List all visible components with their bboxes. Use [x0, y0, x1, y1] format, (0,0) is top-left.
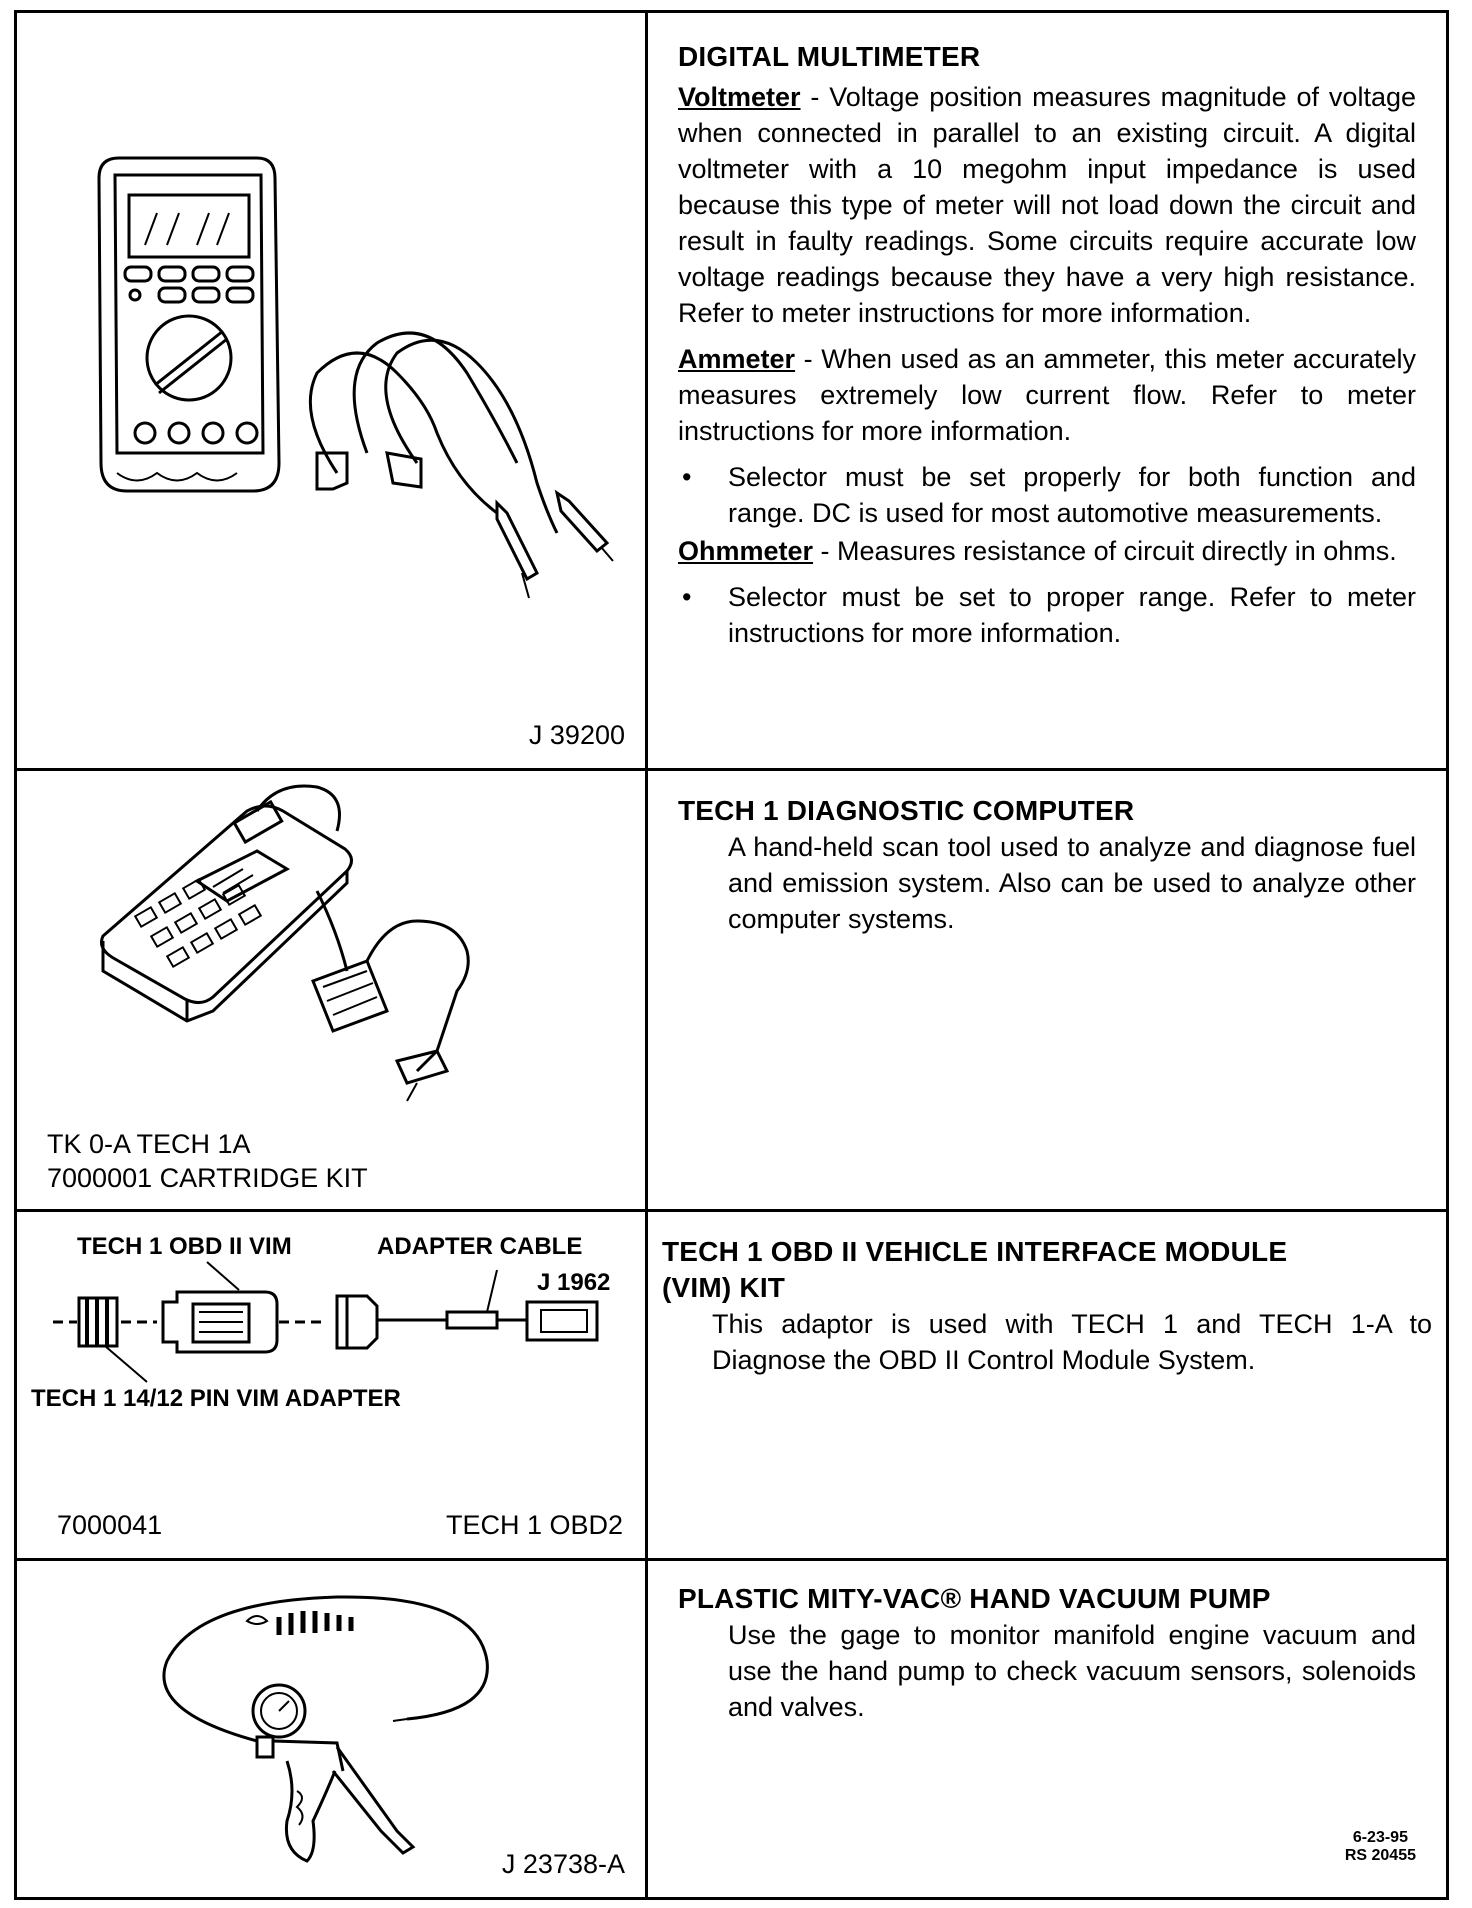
ohmmeter-term: Ohmmeter	[678, 536, 814, 566]
ohmmeter-text: - Measures resistance of circuit directly in ohms.	[813, 536, 1397, 566]
bullet-icon: •	[682, 462, 692, 492]
ohmmeter-bullet-text: Selector must be set to proper range. Refer to meter instructions for more information.	[728, 582, 1416, 648]
mityvac-tool-number: J 23738-A	[501, 1849, 625, 1879]
ohmmeter-paragraph	[678, 533, 1416, 569]
voltmeter-paragraph	[678, 79, 1416, 331]
label-adapter-cable: ADAPTER CABLE	[377, 1233, 583, 1260]
mityvac-description-cell	[648, 1561, 1446, 1897]
ammeter-text: - When used as an ammeter, this meter accurately measures extremely low current flow. Refer to meter instructions for more information.	[678, 344, 1416, 446]
document-stamp	[1345, 1829, 1416, 1865]
ammeter-term: Ammeter	[678, 344, 796, 374]
vim-description: This adaptor is used with TECH 1 and TECH 1-A to Diagnose the OBD II Control Module System.	[712, 1309, 1432, 1375]
multimeter-illustration	[17, 13, 645, 768]
tech1-description: A hand-held scan tool used to analyze and diagnose fuel and emission system. Also can be used to analyze other computer systems.	[728, 832, 1416, 934]
tech1-title: TECH 1 DIAGNOSTIC COMPUTER	[678, 795, 1135, 826]
stamp-reference: RS 20455	[1344, 1847, 1416, 1864]
multimeter-tool-number: J 39200	[528, 720, 625, 750]
mityvac-title: PLASTIC MITY-VAC® HAND VACUUM PUMP	[678, 1583, 1271, 1614]
vim-part-number: 7000041	[57, 1510, 163, 1540]
label-pin-adapter: TECH 1 14/12 PIN VIM ADAPTER	[31, 1385, 401, 1412]
vim-description-cell	[648, 1212, 1446, 1558]
vim-illustration-cell	[17, 1212, 645, 1558]
multimeter-description-cell	[648, 13, 1446, 768]
mityvac-illustration-cell	[17, 1561, 645, 1897]
label-vim: TECH 1 OBD II VIM	[77, 1233, 292, 1260]
vim-title-line2: (VIM) KIT	[662, 1272, 786, 1303]
tech1-description-cell	[648, 771, 1446, 1209]
vim-title-line1: TECH 1 OBD II VEHICLE INTERFACE MODULE	[662, 1236, 1288, 1267]
vim-tool-name: TECH 1 OBD2	[445, 1510, 623, 1540]
multimeter-illustration-cell	[17, 13, 645, 768]
mityvac-description: Use the gage to monitor manifold engine vacuum and use the hand pump to check vacuum sensors, solenoids and valves.	[728, 1620, 1416, 1722]
multimeter-title: DIGITAL MULTIMETER	[678, 41, 981, 72]
bullet-icon: •	[682, 582, 692, 612]
label-j1962: J 1962	[537, 1269, 611, 1296]
ammeter-paragraph	[678, 341, 1416, 449]
tech1-illustration-cell	[17, 771, 645, 1209]
voltmeter-text: - Voltage position measures magnitude of voltage when connected in parallel to an existing circuit. A digital voltmeter with a 10 megohm input impedance is used because this type of meter will not load down the circuit and result in faulty readings. Some circuits require accurate low voltage readings because they have a very high resistance. Refer to meter instructions for more information.	[678, 82, 1416, 328]
tool-sheet	[14, 10, 1449, 1900]
stamp-date: 6-23-95	[1352, 1829, 1408, 1846]
ammeter-bullet-text: Selector must be set properly for both function and range. DC is used for most automotive measurements.	[728, 462, 1416, 528]
tech1-caption-line1: TK 0-A TECH 1A	[47, 1129, 251, 1159]
ohmmeter-bullet	[678, 579, 1416, 651]
tech1-caption-line2: 7000001 CARTRIDGE KIT	[47, 1163, 368, 1193]
voltmeter-term: Voltmeter	[678, 82, 801, 112]
ammeter-bullet	[678, 459, 1416, 531]
